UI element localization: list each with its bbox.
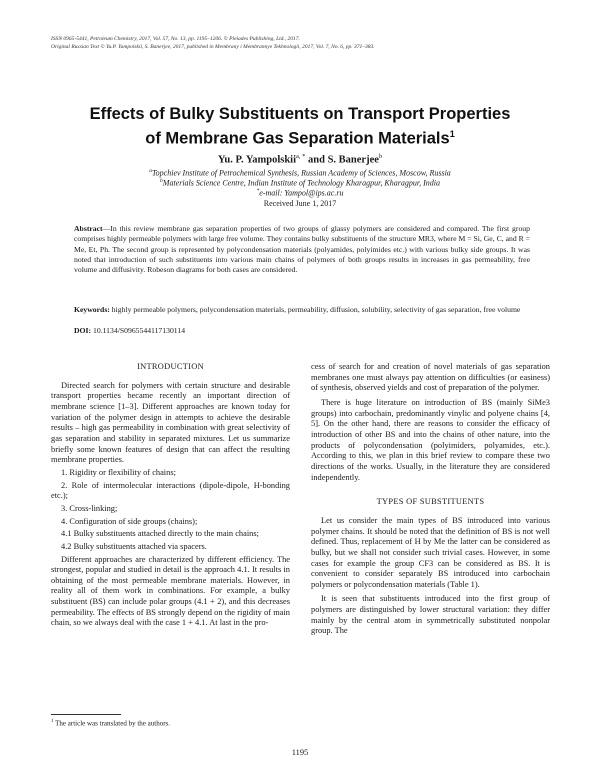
- abstract-text: —In this review membrane gas separation properties of two groups of glassy polymers are considered and compared. The first group comprises highly permeable polymers with large free volume. They contains bulky substituents of the structure MR3, where M = Si, Ge, C, and R = Me, Et, Ph. The second group is represented by polycondensation materials (polyamides, polyimides etc.) with various bulky side groups. It was noted that introduction of such substituents into various main chains of polymers of both groups results in increases in gas permeability, free volume and diffusivity. Robeson diagrams for both cases are considered.: [74, 224, 530, 275]
- title-line-2: of Membrane Gas Separation Materials$^1$: [145, 129, 455, 148]
- types-paragraph-1: Let us consider the main types of BS introduced into various polymer chains. It should be noted that the definition of BS is not well defined. Thus, replacement of H by Me the latter can be considered as bulky, but we shall not consider such trivial cases. However, in some cases for example the group CF3 can be considered as BS. It is convenient to consider separately BS introduced into carbochain polymers or polycondensation materials (Table 1).: [311, 515, 550, 589]
- list-item: 1. Rigidity or flexibility of chains;: [61, 467, 176, 477]
- intro-paragraph-continued: cess of search for and creation of novel materials of gas separation membranes one must always pay attention on difficulties (or easiness) of synthesis, observed yields and cost of preparation of the polymer.: [311, 362, 550, 393]
- abstract-label: Abstract: [74, 224, 103, 233]
- right-column: [311, 362, 550, 637]
- paper-title: [60, 104, 540, 149]
- page-number: 1195: [291, 748, 309, 757]
- abstract: [74, 224, 530, 275]
- list-item: 3. Cross-linking;: [61, 503, 118, 513]
- footnote-rule: [51, 714, 121, 715]
- affiliation-a: $^a$Topchiev Institute of Petrochemical Synthesis, Russian Academy of Sciences, Moscow, Russia: [149, 168, 451, 178]
- section-heading-types: TYPES OF SUBSTITUENTS: [376, 497, 485, 507]
- intro-paragraph-2: Different approaches are characterized by different efficiency. The strongest, popular and studied in detail is the approach 4.1. It results in obtaining of the most permeable membrane materials. However, in reality all of them work in combinations. For example, a bulky substituent (BS) can include polar groups (4.1 + 2), and this decreases permeability. The effects of BS strongly depend on the rigidity of main chain, so we always deal with the case 1 + 4.1. At last in the pro-: [51, 554, 290, 628]
- title-line-1: Effects of Bulky Substituents on Transport Properties: [89, 105, 511, 123]
- list-item: 4.2 Bulky substituents attached via spacers.: [61, 541, 207, 551]
- doi-value: 10.1134/S0965544117130114: [93, 326, 186, 335]
- received-date: Received June 1, 2017: [263, 199, 337, 208]
- author-2-marks: b: [378, 153, 383, 160]
- original-text-header-line: Original Russian Text © Yu.P. Yampolskii, S. Banerjee, 2017, published in Membrany i Membrannye Tekhnologii, 2017, Vol. 7, No. 6, pp. 371–383.: [51, 43, 375, 50]
- footnote: [51, 717, 291, 728]
- doi: [74, 326, 530, 336]
- title-footnote-mark: 1: [449, 129, 455, 139]
- author-2: S. Banerjee: [327, 154, 379, 166]
- author-list: [60, 150, 540, 167]
- author-connector: and: [308, 154, 325, 166]
- list-item: 2. Role of intermolecular interactions (dipole-dipole, H-bonding etc.);: [51, 480, 290, 501]
- footnote-mark: 1: [51, 719, 54, 724]
- types-paragraph-2: It is seen that substituents introduced into the first group of polymers are distinguished by lower structural variation: they differ mainly by the central atom in symmetrically substituted nonpolar group. The: [311, 594, 550, 636]
- left-column: [51, 362, 290, 629]
- list-item: 4. Configuration of side groups (chains);: [61, 516, 198, 526]
- section-heading-introduction: INTRODUCTION: [137, 362, 204, 371]
- list-item: 4.1 Bulky substituents attached directly to the main chains;: [61, 529, 259, 539]
- corresponding-email: *e-mail: Yampol@ips.ac.ru: [256, 188, 344, 198]
- doi-label: DOI:: [74, 326, 92, 335]
- intro-paragraph-3: There is huge literature on introduction of BS (mainly SiMe3 groups) into carbochain, predominantly vinylic and polyene chains [4, 5]. On the other hand, there are reasons to consider the efficacy of introduction of other BS and into the chains of other nature, into the products of polycondensation (polyimiders, polyamides, etc.). According to this, we plan in this brief review to compare these two directions of the works. Usually, in the literature they are considered independently.: [311, 397, 550, 482]
- footnote-text: The article was translated by the authors.: [55, 719, 170, 728]
- keywords-text: highly permeable polymers, polycondensation materials, permeability, diffusion, solubility, selectivity of gas separation, free volume: [111, 305, 521, 314]
- author-1-marks: a, *: [296, 153, 306, 160]
- affiliation-b: $^b$Materials Science Centre, Indian Institute of Technology Kharagpur, Kharagpur, India: [160, 178, 440, 188]
- keywords: [74, 305, 530, 315]
- author-1: Yu. P. Yampolskii: [217, 154, 297, 166]
- intro-paragraph-1: Directed search for polymers with certain structure and desirable transport properties became recently an important direction of membrane science [1–3]. Different approaches are known today for variation of the polymer design in attempts to achieve the desirable results – high gas permeability in combination with great selectivity of gas separation and stability in separated mixtures. Let us summarize briefly some known features of design that can affect the resulting membrane properties.: [51, 380, 290, 465]
- journal-header-line: ISSN 0965-5441, Petroleum Chemistry, 2017, Vol. 57, No. 13, pp. 1195–1206. © Pleiades Publishing, Ltd., 2017.: [51, 36, 300, 42]
- keywords-label: Keywords:: [74, 305, 110, 314]
